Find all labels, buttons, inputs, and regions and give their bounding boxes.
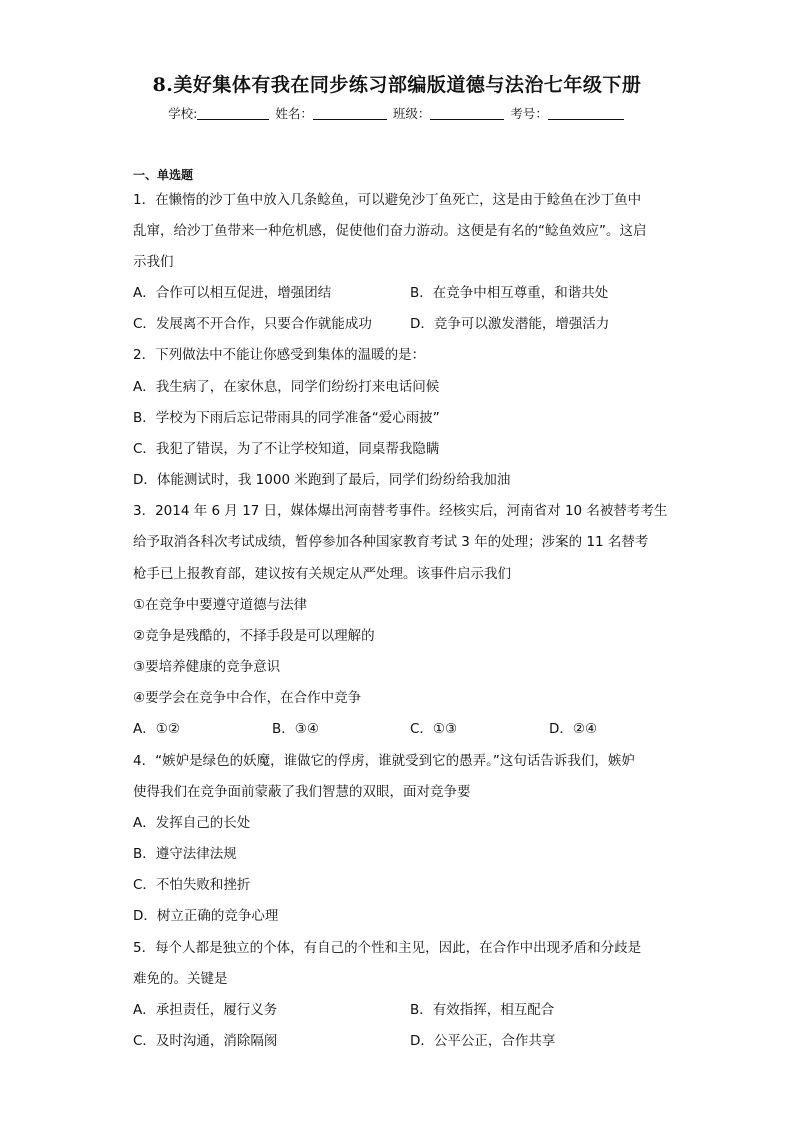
q2-option-b[interactable]: B．学校为下雨后忘记带雨具的同学准备“爱心雨披”	[133, 410, 440, 426]
q4-stem-line: 使得我们在竞争面前蒙蔽了我们智慧的双眼，面对竞争要	[133, 784, 471, 800]
q3-statement: ②竞争是残酷的，不择手段是可以理解的	[133, 628, 375, 644]
q4-stem-line: 4．“嫉妒是绿色的妖魔，谁做它的俘虏，谁就受到它的愚弄。”这句话告诉我们，嫉妒	[133, 753, 635, 769]
q4-option-d[interactable]: D．树立正确的竞争心理	[133, 908, 279, 924]
q1-option-d[interactable]: D．竞争可以激发潜能，增强活力	[410, 316, 610, 332]
q1-option-a[interactable]: A．合作可以相互促进，增强团结	[133, 285, 332, 301]
q5-option-b[interactable]: B．有效指挥，相互配合	[410, 1002, 555, 1018]
number-label: 考号：	[510, 106, 548, 121]
q1-stem-line: 示我们	[133, 254, 174, 270]
q3-stem-line: 3．2014 年 6 月 17 日，媒体爆出河南替考事件。经核实后，河南省对 10 名被替考考生	[133, 503, 668, 519]
section-title: 一、单选题	[133, 168, 194, 182]
q3-statement: ③要培养健康的竞争意识	[133, 659, 281, 675]
school-blank[interactable]	[197, 119, 269, 120]
class-label: 班级：	[392, 106, 431, 121]
q3-option-b[interactable]: B．③④	[272, 721, 319, 737]
number-blank[interactable]	[548, 119, 624, 120]
name-blank[interactable]	[313, 119, 387, 120]
q4-option-a[interactable]: A．发挥自己的长处	[133, 815, 251, 831]
document-title: 8.美好集体有我在同步练习部编版道德与法治七年级下册	[152, 74, 642, 96]
q5-stem-line: 难免的。关键是	[133, 971, 228, 987]
q3-stem-line: 枪手已上报教育部，建议按有关规定从严处理。该事件启示我们	[133, 566, 511, 582]
q5-option-a[interactable]: A．承担责任，履行义务	[133, 1002, 278, 1018]
school-label: 学校:	[168, 106, 198, 121]
q3-stem-line: 给予取消各科次考试成绩，暂停参加各种国家教育考试 3 年的处理；涉案的 11 名替考	[133, 534, 649, 550]
q5-option-d[interactable]: D．公平公正，合作共享	[410, 1033, 556, 1049]
q3-statement: ①在竞争中要遵守道德与法律	[133, 597, 308, 613]
q2-option-c[interactable]: C．我犯了错误，为了不让学校知道，同桌帮我隐瞒	[133, 441, 440, 457]
q3-option-a[interactable]: A．①②	[133, 721, 180, 737]
q3-option-c[interactable]: C．①③	[410, 721, 458, 737]
q3-statement: ④要学会在竞争中合作，在合作中竞争	[133, 690, 362, 706]
student-info-line	[0, 104, 794, 122]
q5-option-c[interactable]: C．及时沟通，消除隔阂	[133, 1033, 278, 1049]
q4-option-b[interactable]: B．遵守法律法规	[133, 846, 237, 862]
q3-option-d[interactable]: D．②④	[549, 721, 598, 737]
q5-stem-line: 5．每个人都是独立的个体，有自己的个性和主见，因此，在合作中出现矛盾和分歧是	[133, 940, 642, 956]
name-label: 姓名：	[275, 106, 313, 121]
q2-option-d[interactable]: D．体能测试时，我 1000 米跑到了最后，同学们纷纷给我加油	[133, 472, 511, 488]
q2-stem-line: 2．下列做法中不能让你感受到集体的温暖的是：	[133, 347, 426, 363]
q4-option-c[interactable]: C．不怕失败和挫折	[133, 877, 251, 893]
class-blank[interactable]	[430, 119, 504, 120]
q1-stem-line: 乱窜，给沙丁鱼带来一种危机感，促使他们奋力游动。这便是有名的“鲶鱼效应”。这启	[133, 223, 647, 239]
q1-option-c[interactable]: C．发展离不开合作，只要合作就能成功	[133, 316, 372, 332]
q2-option-a[interactable]: A．我生病了，在家休息，同学们纷纷打来电话问候	[133, 379, 440, 395]
q1-stem-line: 1．在懒惰的沙丁鱼中放入几条鲶鱼，可以避免沙丁鱼死亡，这是由于鲶鱼在沙丁鱼中	[133, 192, 642, 208]
q1-option-b[interactable]: B．在竞争中相互尊重，和谐共处	[410, 285, 609, 301]
